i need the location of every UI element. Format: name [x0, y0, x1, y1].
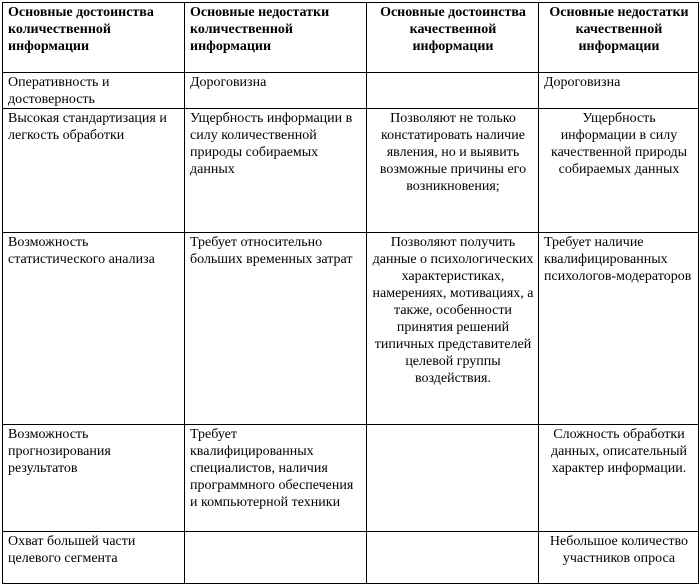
table-cell — [185, 532, 367, 584]
table-cell: Оперативность и достоверность — [3, 73, 185, 109]
header-quant-advantages: Основные достоинства количественной информации — [3, 3, 185, 73]
table-cell — [367, 532, 539, 584]
header-qual-disadvantages: Основные недостатки качественной информации — [539, 3, 699, 73]
table-cell: Дороговизна — [185, 73, 367, 109]
table-cell: Ущербность информации в силу качественной природы собираемых данных — [539, 109, 699, 233]
table-row — [3, 109, 699, 233]
table-cell: Высокая стандартизация и легкость обработки — [3, 109, 185, 233]
table-cell: Небольшое количество участников опроса — [539, 532, 699, 584]
table-row — [3, 425, 699, 532]
table-row — [3, 532, 699, 584]
table-row — [3, 73, 699, 109]
header-quant-disadvantages: Основные недостатки количественной информации — [185, 3, 367, 73]
table-cell: Требует квалифицированных специалистов, наличия программного обеспечения и компьютерной техники — [185, 425, 367, 532]
table-cell: Дороговизна — [539, 73, 699, 109]
table-cell: Позволяют получить данные о психологических характеристиках, намерениях, мотивациях, а также, особенности принятия решений типичных представителей целевой группы воздействия. — [367, 233, 539, 425]
table-header-row — [3, 3, 699, 73]
table-row — [3, 233, 699, 425]
table-cell: Возможность статистического анализа — [3, 233, 185, 425]
table-cell: Позволяют не только констатировать наличие явления, но и выявить возможные причины его возникновения; — [367, 109, 539, 233]
table-cell — [367, 73, 539, 109]
table-cell: Требует наличие квалифицированных психологов-модераторов — [539, 233, 699, 425]
table-cell: Ущербность информации в силу количественной природы собираемых данных — [185, 109, 367, 233]
table-cell: Возможность прогнозирования результатов — [3, 425, 185, 532]
table-cell: Охват большей части целевого сегмента — [3, 532, 185, 584]
table-cell — [367, 425, 539, 532]
comparison-table — [2, 2, 699, 584]
table-cell: Сложность обработки данных, описательный характер информации. — [539, 425, 699, 532]
header-qual-advantages: Основные достоинства качественной информации — [367, 3, 539, 73]
table-cell: Требует относительно больших временных затрат — [185, 233, 367, 425]
